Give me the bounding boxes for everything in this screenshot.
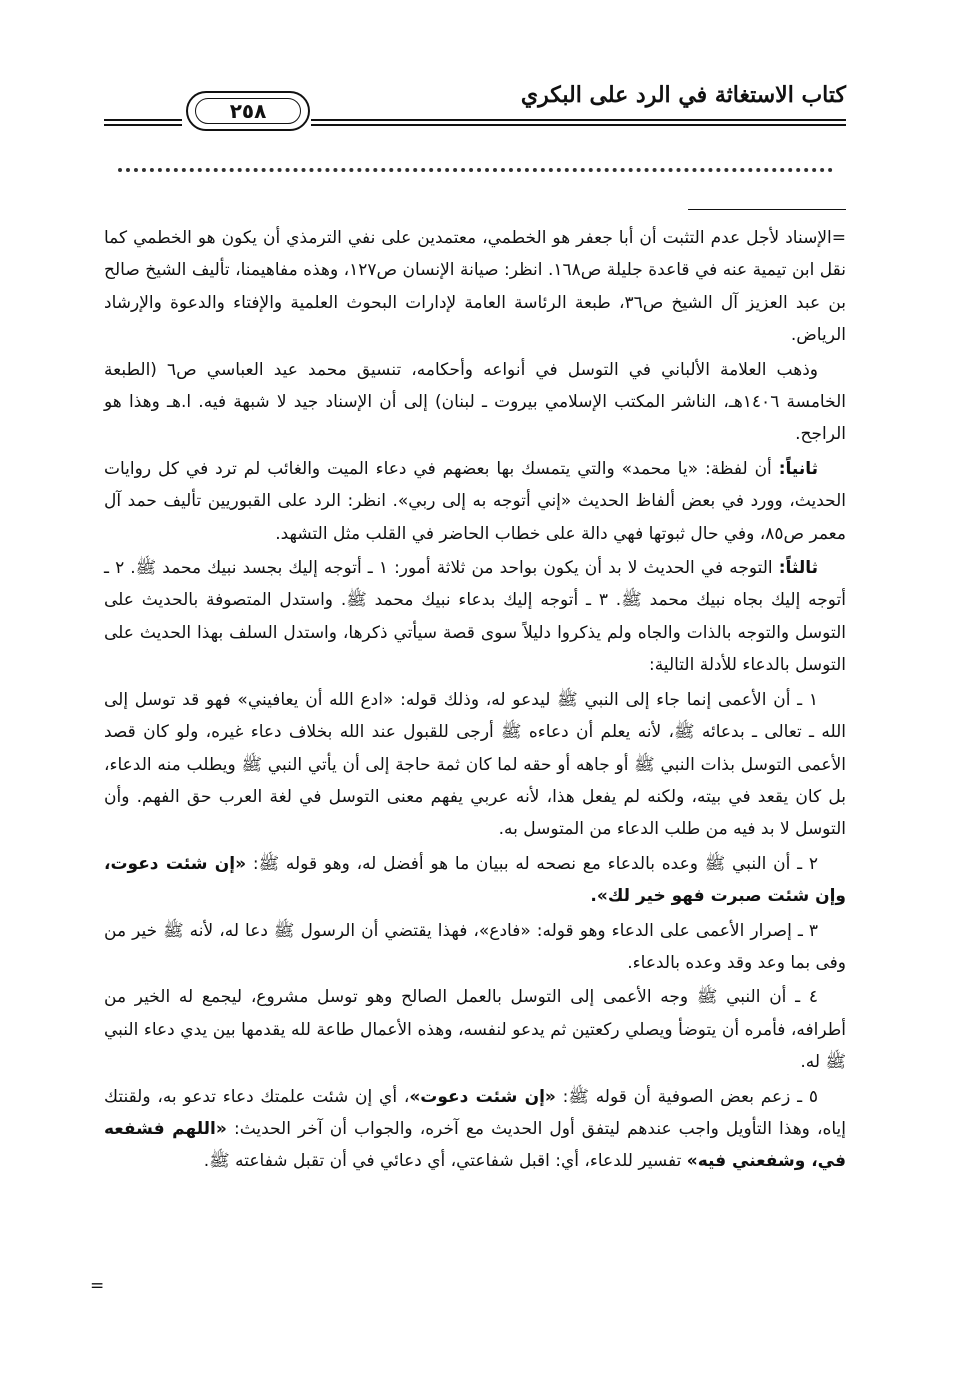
page-number-badge xyxy=(186,91,310,131)
footnote-rule xyxy=(688,209,846,210)
page-header xyxy=(104,78,846,130)
paragraph-text: ، أي إن شئت علمتك دعاء تدعو به، ولقنتك إياه، وهذا التأويل واجب عندهم ليتفق أول الحديث مع آخره، والجواب أن آخر الحديث: xyxy=(104,1086,846,1139)
hadith-quote: «إن شئت دعوت، وإن شئت صبرت فهو خير لك». xyxy=(104,853,846,907)
paragraph-text: ٢ ـ أن النبي ﷺ وعده بالدعاء مع نصحه له ببيان ما هو أفضل له، وهو قوله ﷺ: xyxy=(252,853,818,874)
paragraph xyxy=(104,684,846,846)
header-rule-right xyxy=(311,119,846,129)
page-number: ٢٥٨ xyxy=(229,99,267,123)
paragraph xyxy=(104,1081,846,1178)
paragraph xyxy=(104,222,846,352)
paragraph-text: ٤ ـ أن النبي ﷺ وجه الأعمى إلى التوسل بالعمل الصالح وهو توسل مشروع، ليجمع له الخير من أطرافه، فأمره أن يتوضأ ويصلي ركعتين ثم يدعو لنفسه، وهذه الأعمال طاعة لله يقدمها بين يدي دعاء النبي ﷺ له. xyxy=(104,987,846,1073)
paragraph-text: التوجه في الحديث لا بد أن يكون بواحد من ثلاثة أمور: ١ ـ أتوجه إليك بجسد نبيك محمد ﷺ. ٢ ـ أتوجه إليك بجاه نبيك محمد ﷺ. ٣ ـ أتوجه إليك بدعاء نبيك محمد ﷺ. واستدل المتصوفة بالحديث على التوسل والتوجه بالذات والجاه ولم يذكروا دليلاً سوى قصة سيأتي ذكرها، واستدل السلف بهذا الحديث على التوسل بالدعاء للأدلة التالية: xyxy=(104,558,847,676)
paragraph-text: ١ ـ أن الأعمى إنما جاء إلى النبي ﷺ ليدعو له، وذلك قوله: «ادع الله أن يعافيني» فهو قد توسل إلى الله ـ تعالى ـ بدعائه ﷺ، لأنه يعلم أن دعاءه ﷺ أرجى للقبول عند الله بخلاف دعاء غيره، ولو كان قصد الأعمى التوسل بذات النبي ﷺ أو جاهه أو حقه لما كان ثمة حاجة إلى أن يأتي النبي ﷺ ويطلب منه الدعاء، بل كان يقعد في بيته، ولكنه لم يفعل هذا، لأنه عربي يفهم معنى التوسل في لغة العرب حق الفهم. وأن التوسل لا بد فيه من طلب الدعاء من المتوسل به. xyxy=(104,689,846,840)
continuation-mark: = xyxy=(90,1276,105,1296)
paragraph-text: أن لفظة: «يا محمد» والتي يتمسك بها بعضهم في دعاء الميت والغائب لم ترد في كل روايات الحديث، وورد في بعض ألفاظ الحديث «إني أتوجه به إلى ربي». انظر: الرد على القبوريين تأليف حمد آل معمر ص٨٥، وفي حال ثبوتها فهي دالة على خطاب الحاضر في القلب مثل التشهد. xyxy=(104,458,846,544)
paragraph-text: ٣ ـ إصرار الأعمى على الدعاء وهو قوله: «فادع»، فهذا يقتضي أن الرسول ﷺ دعا له، لأنه ﷺ خير من وفى بما وعد وقد وعده بالدعاء. xyxy=(104,920,846,973)
paragraph xyxy=(104,354,846,451)
footnote-body xyxy=(104,222,846,1180)
paragraph-lead: ثانياً: xyxy=(778,458,818,479)
paragraph-text: =الإسناد لأجل عدم التثبت أن أبا جعفر هو الخطمي، معتمدين على نفي الترمذي أن يكون هو الخطمي كما نقل ابن تيمية عنه في قاعدة جليلة ص١٦٨. انظر: صيانة الإنسان ص١٢٧، وهذه مفاهيمنا، تأليف الشيخ صالح بن عبد العزيز آل الشيخ ص٣٦، طبعة الرئاسة العامة لإدارات البحوث العلمية والإفتاء والدعوة والإرشاد الرياض. xyxy=(104,228,847,346)
paragraph-lead: ثالثاً: xyxy=(778,558,819,579)
paragraph xyxy=(104,915,846,980)
paragraph xyxy=(104,848,846,913)
dotted-separator xyxy=(118,168,833,184)
hadith-quote: «اللهم فشفعه في، وشفعني فيه» xyxy=(104,1118,846,1172)
book-title: كتاب الاستغاثة في الرد على البكري xyxy=(520,82,846,108)
hadith-quote: «إن شئت دعوت» xyxy=(409,1086,556,1107)
paragraph-text: وذهب العلامة الألباني في التوسل في أنواعه وأحكامه، تنسيق محمد عيد العباسي ص٦ (الطبعة الخامسة ١٤٠٦هـ، الناشر المكتب الإسلامي بيروت ـ لبنان) إلى أن الإسناد جيد لا شبهة فيه. ا.هـ وهذا هو الراجح. xyxy=(104,359,846,445)
paragraph-text: تفسير للدعاء، أي: اقبل شفاعتي، أي دعائي في أن تقبل شفاعته ﷺ. xyxy=(203,1151,687,1172)
paragraph xyxy=(104,453,846,550)
paragraph xyxy=(104,981,846,1078)
header-rule-left xyxy=(104,119,182,129)
paragraph xyxy=(104,552,846,682)
paragraph-text: ٥ ـ زعم بعض الصوفية أن قوله ﷺ: xyxy=(555,1086,819,1107)
